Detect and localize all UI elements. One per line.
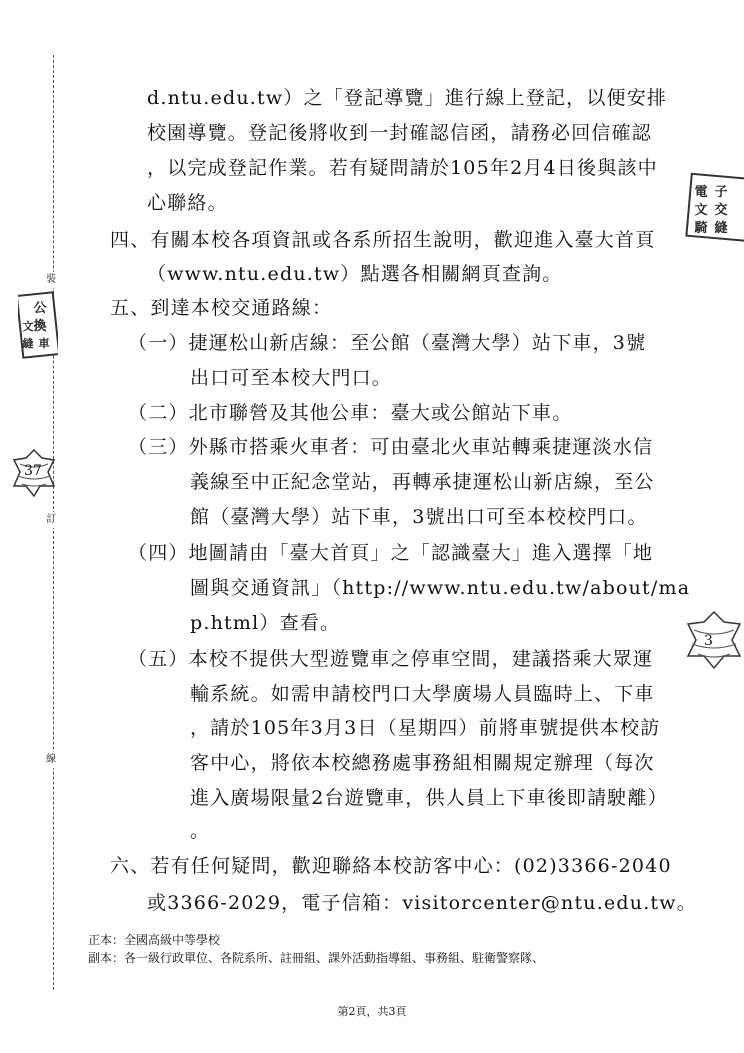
svg-text:子: 子 <box>714 185 728 200</box>
svg-text:換: 換 <box>33 319 47 334</box>
item-three: （三）外縣市搭乘火車者：可由臺北火車站轉乘捷運淡水信 <box>128 436 654 458</box>
page-footer: 第2頁，共3頁 <box>337 1005 407 1018</box>
svg-text:文: 文 <box>694 203 708 218</box>
svg-text:文: 文 <box>22 320 34 333</box>
left-seal-stamp <box>18 290 58 360</box>
svg-text:縫: 縫 <box>22 337 34 350</box>
body-line: 輸系統。如需申請校門口大學廣場人員臨時上、下車 <box>190 683 655 705</box>
body-line: 出口可至本校大門口。 <box>190 367 393 389</box>
contact-line: 或3366-2029，電子信箱：visitorcenter@ntu.edu.tw。 <box>147 892 697 914</box>
svg-text:車: 車 <box>38 337 50 350</box>
body-line: 心聯絡。 <box>147 192 228 214</box>
body-line: d.ntu.edu.tw）之「登記導覽」進行線上登記，以便安排 <box>147 87 668 109</box>
binding-mark-ding: 訂 <box>46 512 56 528</box>
body-line: 校園導覽。登記後將收到一封確認信函，請務必回信確認 <box>147 122 653 144</box>
body-line: 圖與交通資訊」（http://www.ntu.edu.tw/about/ma <box>190 577 691 599</box>
binding-mark-xian: 線 <box>46 752 56 768</box>
item-two: （二）北市聯營及其他公車：臺大或公館站下車。 <box>128 402 573 424</box>
right-page-seal <box>684 610 744 670</box>
body-line: 館（臺灣大學）站下車，3號出口可至本校校門口。 <box>190 506 648 528</box>
item-five: （五）本校不提供大型遊覽車之停車空間，建議搭乘大眾運 <box>128 648 654 670</box>
svg-text:公: 公 <box>33 301 47 316</box>
binding-mark-zhuang: 裝 <box>46 272 56 288</box>
distribution-copies: 副本：各一級行政單位、各院系所、註冊組、課外活動指導組、事務組、駐衛警察隊、 <box>88 951 545 965</box>
svg-text:交: 交 <box>714 203 728 218</box>
item-one: （一）捷運松山新店線：至公館（臺灣大學）站下車，3號 <box>128 332 647 354</box>
section-five-heading: 五、到達本校交通路線： <box>110 297 333 319</box>
body-line: ，請於105年3月3日（星期四）前將車號提供本校訪 <box>190 717 661 739</box>
svg-text:電: 電 <box>694 185 708 200</box>
section-four-heading: 四、有關本校各項資訊或各系所招生說明，歡迎進入臺大首頁 <box>110 229 656 251</box>
left-page-number: 37 <box>24 463 42 479</box>
body-line: 義線至中正紀念堂站，再轉承捷運松山新店線，至公 <box>190 471 655 493</box>
body-line: ，以完成登記作業。若有疑問請於105年2月4日後與該中 <box>147 157 658 179</box>
body-line: p.html）查看。 <box>190 612 341 634</box>
svg-text:縫: 縫 <box>714 221 728 236</box>
body-line: 。 <box>190 820 211 842</box>
body-line: （www.ntu.edu.tw）點選各相關網頁查詢。 <box>147 263 563 285</box>
svg-text:騎: 騎 <box>694 221 708 236</box>
right-seal-stamp <box>685 172 744 242</box>
body-line: 進入廣場限量2台遊覽車，供人員上下車後即請駛離） <box>190 787 668 809</box>
section-six-heading: 六、若有任何疑問，歡迎聯絡本校訪客中心：(02)3366-2040 <box>110 855 672 877</box>
right-page-number: 3 <box>704 633 713 649</box>
body-line: 客中心，將依本校總務處事務組相關規定辦理（每次 <box>190 752 655 774</box>
item-four: （四）地圖請由「臺大首頁」之「認識臺大」進入選擇「地 <box>128 542 654 564</box>
distribution-primary: 正本：全國高級中等學校 <box>88 933 221 947</box>
